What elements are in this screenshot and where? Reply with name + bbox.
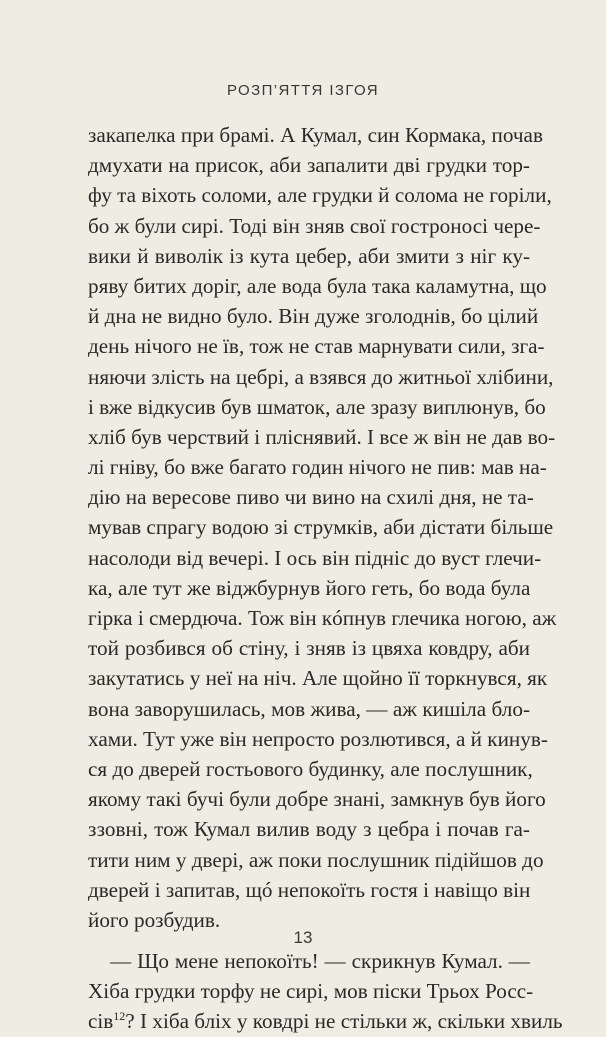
text-line: дмухати на присок, аби запалити дві грудки тор-	[88, 153, 530, 178]
text-line-with-footnote	[88, 1006, 563, 1036]
footnote-reference[interactable]: 12	[113, 1009, 126, 1024]
text-line: тити ним у двері, аж поки послушник підійшов до	[88, 847, 544, 872]
text-line: якому такі бучі були добре знані, замкнув був його	[88, 787, 546, 812]
text-line: дверей і запитав, щó непокоїть гостя і навіщо він	[88, 877, 531, 902]
text-line: фу та віхоть соломи, але грудки й солома не горіли,	[88, 183, 552, 208]
paragraph-2	[88, 946, 563, 1037]
text-fragment: сів	[88, 1009, 114, 1034]
text-line: насолоди від вечері. І ось він підніс до вуст глечи-	[88, 545, 542, 570]
text-fragment: ? І хіба бліх у ковдрі не стільки ж, скільки хвиль	[125, 1009, 563, 1034]
text-line: няючи злість на цебрі, а взявся до житньої хлібини,	[88, 364, 554, 389]
text-line: закутатись у неї на ніч. Але щойно її торкнувся, як	[88, 666, 548, 691]
text-line: хами. Тут уже він непросто розлютився, а й кинув-	[88, 726, 548, 751]
page-number: 13	[293, 928, 313, 947]
text-line: хліб був черствий і пліснявий. І все ж він не дав во-	[88, 424, 556, 449]
body-text	[88, 120, 563, 1037]
text-line: вона заворушилась, мов жива, — аж кишіла бло-	[88, 696, 530, 721]
text-line: дію на вересове пиво чи вино на схилі дня, не та-	[88, 485, 534, 510]
text-line: Хіба грудки торфу не сирі, мов піски Трьох Росс-	[88, 979, 534, 1004]
text-line: і вже відкусив був шматок, але зразу виплюнув, бо	[88, 394, 546, 419]
text-line: ззовні, тож Кумал вилив воду з цебра і почав га-	[88, 817, 530, 842]
text-line: ряву битих доріг, але вода була така каламутна, що	[88, 273, 547, 298]
text-line: ся до дверей гостьового будинку, але послушник,	[88, 756, 533, 781]
text-line: вики й виволік із кута цебер, аби змити з ніг ку-	[88, 243, 530, 268]
text-line: ка, але тут же віджбурнув його геть, бо вода була	[88, 575, 531, 600]
text-line: гірка і смердюча. Тож він кóпнув глечика ногою, аж	[88, 606, 557, 630]
text-line: його розбудив.	[88, 907, 221, 932]
text-line: той розбився об стіну, і зняв із цвяха ковдру, аби	[88, 636, 530, 661]
text-line: мував спрагу водою зі струмків, аби дістати більше	[88, 515, 554, 540]
text-line: лі гніву, бо вже багато годин нічого не пив: мав на-	[88, 455, 547, 480]
text-line: день нічого не їв, тож не став марнувати сили, зга-	[88, 334, 545, 359]
text-line: — Що мене непокоїть! — скрикнув Кумал. —	[110, 949, 530, 974]
text-line: бо ж були сирі. Тоді він зняв свої гостроносі чере-	[88, 213, 541, 238]
text-line: й дна не видно було. Він дуже зголоднів, бо цілий	[88, 304, 539, 329]
text-line: закапелка при брамі. А Кумал, син Кормака, почав	[88, 123, 543, 147]
paragraph-1	[88, 120, 557, 935]
running-head: РОЗП’ЯТТЯ ІЗГОЯ	[226, 82, 380, 99]
